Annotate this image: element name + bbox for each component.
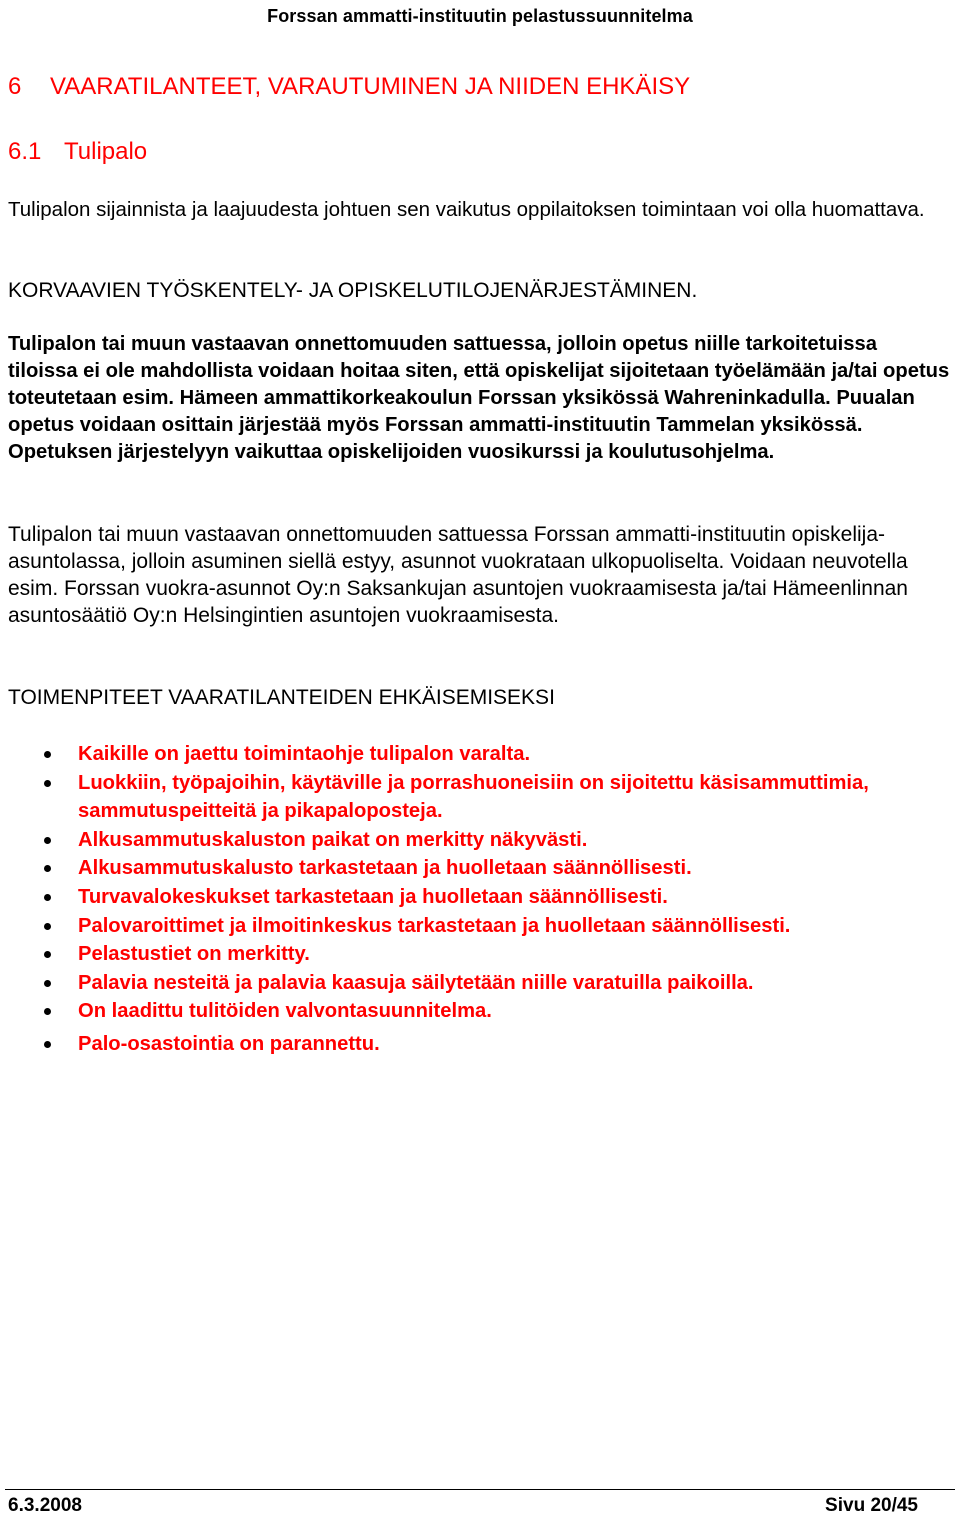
list-item	[8, 940, 952, 969]
list-item	[8, 997, 952, 1026]
toimenpiteet-heading: TOIMENPITEET VAARATILANTEIDEN EHKÄISEMISEKSI	[8, 686, 555, 709]
bullet-dot-icon	[44, 865, 51, 872]
section-heading	[8, 73, 690, 101]
measure-text: Pelastustiet on merkitty.	[78, 943, 310, 966]
measure-text: Turvavalokeskukset tarkastetaan ja huolletaan säännöllisesti.	[78, 885, 668, 908]
bullet-dot-icon	[44, 923, 51, 930]
bullet-dot-icon	[44, 1008, 51, 1015]
measure-text: Luokkiin, työpajoihin, käytäville ja porrashuoneisiin on sijoitettu käsisammuttimia, sammutuspeitteitä ja pikapaloposteja.	[78, 771, 869, 823]
intro-paragraph: Tulipalon sijainnista ja laajuudesta johtuen sen vaikutus oppilaitoksen toimintaan voi olla huomattava.	[8, 198, 925, 221]
asuntola-paragraph: Tulipalon tai muun vastaavan onnettomuuden sattuessa Forssan ammatti-instituutin opiskelija-asuntolassa, jolloin asuminen siellä estyy, asunnot vuokrataan ulkopuoliselta. Voidaan neuvotella esim. Forssan vuokra-asunnot Oy:n Saksankujan asuntojen vuokraamisesta ja/tai Hämeenlinnan asuntosäätiö Oy:n Helsingintien asuntojen vuokraamisesta.	[8, 523, 908, 627]
opetus-paragraph: Tulipalon tai muun vastaavan onnettomuuden sattuessa, jolloin opetus niille tarkoitetuissa tiloissa ei ole mahdollista voidaan hoitaa siten, että opiskelijat sijoitetaan työelämään ja/tai opetus toteutetaan esim. Hämeen ammattikorkeakoulun Forssan yksikössä Wahreninkadulla. Puualan opetus voidaan osittain järjestää myös Forssan ammatti-instituutin Tammelan yksikössä. Opetuksen järjestelyyn vaikuttaa opiskelijoiden vuosikurssi ja koulutusohjelma.	[8, 333, 950, 463]
list-item	[8, 854, 952, 883]
list-item	[8, 969, 952, 998]
measure-text: Palo-osastointia on parannettu.	[78, 1032, 380, 1055]
measure-text: Palovaroittimet ja ilmoitinkeskus tarkastetaan ja huolletaan säännöllisesti.	[78, 914, 791, 937]
subsection-title: Tulipalo	[64, 138, 148, 165]
measure-text: Palavia nesteitä ja palavia kaasuja säilytetään niille varatuilla paikoilla.	[78, 971, 754, 994]
footer-divider	[5, 1489, 955, 1490]
list-item	[8, 912, 952, 941]
section-title: VAARATILANTEET, VARAUTUMINEN JA NIIDEN EHKÄISY	[50, 73, 691, 100]
bullet-dot-icon	[44, 1041, 51, 1048]
list-item	[8, 740, 952, 769]
list-item	[8, 883, 952, 912]
subsection-heading	[8, 138, 147, 166]
footer-date: 6.3.2008	[8, 1495, 82, 1516]
list-item	[8, 826, 952, 855]
running-header: Forssan ammatti-instituutin pelastussuunnitelma	[267, 6, 693, 26]
measures-list	[8, 740, 952, 1059]
bullet-dot-icon	[44, 837, 51, 844]
section-number: 6	[8, 73, 22, 100]
bullet-dot-icon	[44, 951, 51, 958]
list-item	[8, 769, 952, 826]
list-item	[8, 1030, 952, 1059]
bullet-dot-icon	[44, 780, 51, 787]
bullet-dot-icon	[44, 894, 51, 901]
measure-text: On laadittu tulitöiden valvontasuunnitelma.	[78, 1000, 492, 1023]
bullet-dot-icon	[44, 751, 51, 758]
measure-text: Kaikille on jaettu toimintaohje tulipalon varalta.	[78, 743, 531, 765]
bullet-dot-icon	[44, 980, 51, 987]
korvaavien-heading: KORVAAVIEN TYÖSKENTELY- JA OPISKELUTILOJENÄRJESTÄMINEN.	[8, 279, 698, 302]
measure-text: Alkusammutuskalusto tarkastetaan ja huolletaan säännöllisesti.	[78, 857, 692, 880]
page-number: Sivu 20/45	[825, 1495, 918, 1516]
measure-text: Alkusammutuskaluston paikat on merkitty näkyvästi.	[78, 828, 588, 851]
subsection-number: 6.1	[8, 138, 42, 165]
